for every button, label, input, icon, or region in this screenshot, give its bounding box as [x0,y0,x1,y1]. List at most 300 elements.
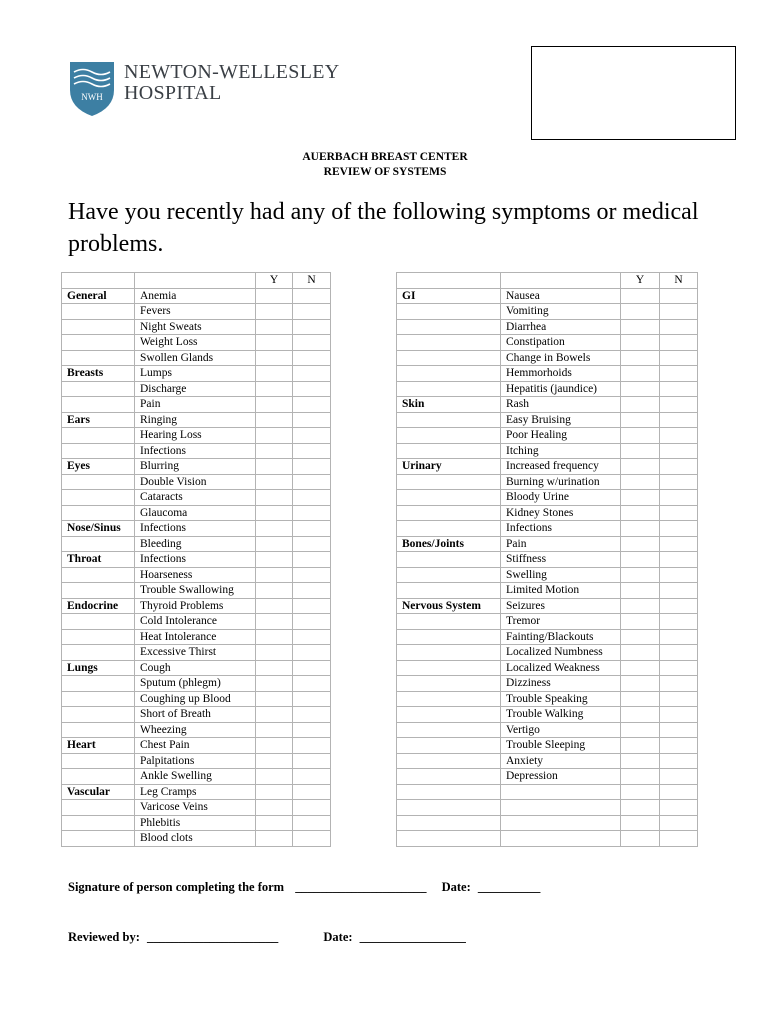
yes-checkbox-cell[interactable] [621,645,660,661]
signature-date-field[interactable]: __________ [477,880,541,894]
table-row [62,815,331,831]
yes-checkbox-cell[interactable] [256,397,293,413]
no-checkbox-cell[interactable] [660,397,698,413]
yes-checkbox-cell[interactable] [621,784,660,800]
symptom-cell: Lumps [135,366,256,382]
table-row [62,428,331,444]
symptom-cell: Heat Intolerance [135,629,256,645]
symptom-cell: Weight Loss [135,335,256,351]
no-checkbox-cell[interactable] [293,412,331,428]
no-checkbox-cell[interactable] [293,521,331,537]
category-cell [397,614,501,630]
symptom-cell [501,800,621,816]
no-checkbox-cell[interactable] [293,381,331,397]
symptom-header-cell [135,273,256,289]
symptom-cell: Hepatitis (jaundice) [501,381,621,397]
category-cell: GI [397,288,501,304]
symptom-cell: Hearing Loss [135,428,256,444]
table-row [62,536,331,552]
yes-checkbox-cell[interactable] [621,598,660,614]
category-cell: Nose/Sinus [62,521,135,537]
no-checkbox-cell[interactable] [293,505,331,521]
category-cell: Lungs [62,660,135,676]
category-header-cell [397,273,501,289]
no-checkbox-cell[interactable] [660,645,698,661]
category-cell [397,567,501,583]
symptom-cell: Burning w/urination [501,474,621,490]
category-cell [62,381,135,397]
table-row [397,521,698,537]
no-checkbox-cell[interactable] [293,738,331,754]
symptom-cell: Diarrhea [501,319,621,335]
table-row [62,598,331,614]
no-checkbox-cell[interactable] [660,769,698,785]
category-cell [62,583,135,599]
no-checkbox-cell[interactable] [293,629,331,645]
symptom-cell: Constipation [501,335,621,351]
symptom-cell: Sputum (phlegm) [135,676,256,692]
yes-checkbox-cell[interactable] [256,815,293,831]
category-cell [62,304,135,320]
no-checkbox-cell[interactable] [660,660,698,676]
yes-checkbox-cell[interactable] [621,567,660,583]
no-checkbox-cell[interactable] [660,459,698,475]
symptom-cell: Varicose Veins [135,800,256,816]
no-checkbox-cell[interactable] [660,707,698,723]
yes-checkbox-cell[interactable] [621,552,660,568]
category-cell: Skin [397,397,501,413]
symptom-cell: Anxiety [501,753,621,769]
table-row [397,769,698,785]
category-cell [397,428,501,444]
yes-checkbox-cell[interactable] [621,536,660,552]
table-row [62,831,331,847]
table-row [397,800,698,816]
no-checkbox-cell[interactable] [293,815,331,831]
yes-checkbox-cell[interactable] [256,552,293,568]
table-row [397,629,698,645]
no-checkbox-cell[interactable] [293,428,331,444]
table-row [397,397,698,413]
no-checkbox-cell[interactable] [660,381,698,397]
no-checkbox-cell[interactable] [293,474,331,490]
table-row [397,319,698,335]
category-cell [62,769,135,785]
yes-checkbox-cell[interactable] [256,428,293,444]
yes-checkbox-cell[interactable] [256,505,293,521]
symptom-cell: Poor Healing [501,428,621,444]
no-checkbox-cell[interactable] [293,288,331,304]
table-row [397,335,698,351]
yes-checkbox-cell[interactable] [621,769,660,785]
no-checkbox-cell[interactable] [660,350,698,366]
no-checkbox-cell[interactable] [293,784,331,800]
category-cell [62,645,135,661]
table-row [397,412,698,428]
yes-checkbox-cell[interactable] [256,660,293,676]
symptom-cell: Phlebitis [135,815,256,831]
yes-checkbox-cell[interactable] [621,629,660,645]
category-cell [62,397,135,413]
yes-checkbox-cell[interactable] [621,288,660,304]
yes-checkbox-cell[interactable] [256,536,293,552]
category-cell [397,645,501,661]
symptom-cell: Localized Numbness [501,645,621,661]
no-checkbox-cell[interactable] [660,614,698,630]
symptom-cell: Vomiting [501,304,621,320]
table-row [397,784,698,800]
yes-checkbox-cell[interactable] [256,800,293,816]
yes-checkbox-cell[interactable] [621,753,660,769]
no-checkbox-cell[interactable] [293,397,331,413]
no-checkbox-cell[interactable] [293,459,331,475]
no-checkbox-cell[interactable] [293,567,331,583]
yes-checkbox-cell[interactable] [621,428,660,444]
category-cell: Nervous System [397,598,501,614]
no-checkbox-cell[interactable] [660,583,698,599]
no-checkbox-cell[interactable] [660,536,698,552]
table-row [397,536,698,552]
no-checkbox-cell[interactable] [660,552,698,568]
yes-checkbox-cell[interactable] [621,722,660,738]
yes-checkbox-cell[interactable] [621,691,660,707]
no-checkbox-cell[interactable] [660,753,698,769]
symptom-cell: Nausea [501,288,621,304]
symptom-cell: Kidney Stones [501,505,621,521]
table-row [397,474,698,490]
yes-checkbox-cell[interactable] [256,738,293,754]
table-row [62,521,331,537]
yes-checkbox-cell[interactable] [256,769,293,785]
yes-checkbox-cell[interactable] [256,707,293,723]
no-checkbox-cell[interactable] [660,319,698,335]
center-name: AUERBACH BREAST CENTER [302,151,468,163]
nwh-shield-icon [68,60,116,118]
yes-checkbox-cell[interactable] [256,784,293,800]
symptom-cell: Cataracts [135,490,256,506]
yes-checkbox-cell[interactable] [256,335,293,351]
no-checkbox-cell[interactable] [293,753,331,769]
symptom-cell: Easy Bruising [501,412,621,428]
yes-checkbox-cell[interactable] [256,831,293,847]
no-column-header: N [660,273,698,289]
symptom-cell: Ankle Swelling [135,769,256,785]
no-checkbox-cell[interactable] [660,490,698,506]
no-checkbox-cell[interactable] [293,304,331,320]
no-checkbox-cell[interactable] [660,676,698,692]
category-cell: Heart [62,738,135,754]
no-checkbox-cell[interactable] [293,598,331,614]
category-cell [62,428,135,444]
table-row [62,676,331,692]
symptom-cell: Vertigo [501,722,621,738]
no-checkbox-cell[interactable] [293,319,331,335]
yes-checkbox-cell[interactable] [621,459,660,475]
yes-checkbox-cell[interactable] [621,490,660,506]
no-checkbox-cell[interactable] [293,831,331,847]
table-row [397,443,698,459]
symptom-cell: Fevers [135,304,256,320]
category-cell [62,800,135,816]
yes-checkbox-cell[interactable] [256,629,293,645]
yes-checkbox-cell[interactable] [256,583,293,599]
logo-line-1: NEWTON-WELLESLEY [124,61,340,83]
signature-field[interactable]: _____________________ [295,880,427,894]
no-checkbox-cell[interactable] [293,490,331,506]
category-cell [62,567,135,583]
patient-label-box [531,46,736,140]
no-checkbox-cell[interactable] [660,521,698,537]
table-row [62,800,331,816]
table-row [62,288,331,304]
yes-checkbox-cell[interactable] [256,366,293,382]
no-checkbox-cell[interactable] [660,815,698,831]
symptom-cell: Swollen Glands [135,350,256,366]
yes-checkbox-cell[interactable] [256,691,293,707]
symptom-cell: Thyroid Problems [135,598,256,614]
no-checkbox-cell[interactable] [660,629,698,645]
table-row [397,831,698,847]
yes-checkbox-cell[interactable] [621,443,660,459]
category-cell [397,738,501,754]
table-row [397,691,698,707]
yes-checkbox-cell[interactable] [621,350,660,366]
symptom-cell: Wheezing [135,722,256,738]
table-row [397,815,698,831]
yes-checkbox-cell[interactable] [256,319,293,335]
no-checkbox-cell[interactable] [293,614,331,630]
yes-checkbox-cell[interactable] [256,490,293,506]
table-row [62,350,331,366]
no-checkbox-cell[interactable] [293,645,331,661]
category-cell [397,350,501,366]
no-checkbox-cell[interactable] [293,583,331,599]
no-checkbox-cell[interactable] [660,722,698,738]
table-row [397,707,698,723]
no-checkbox-cell[interactable] [293,660,331,676]
category-cell [397,815,501,831]
yes-checkbox-cell[interactable] [621,319,660,335]
no-checkbox-cell[interactable] [660,691,698,707]
yes-checkbox-cell[interactable] [621,412,660,428]
table-row [62,397,331,413]
no-checkbox-cell[interactable] [660,831,698,847]
yes-checkbox-cell[interactable] [256,521,293,537]
table-row [62,412,331,428]
symptom-cell: Short of Breath [135,707,256,723]
table-row [397,505,698,521]
no-checkbox-cell[interactable] [660,304,698,320]
table-row [62,319,331,335]
yes-checkbox-cell[interactable] [621,583,660,599]
yes-checkbox-cell[interactable] [621,474,660,490]
no-checkbox-cell[interactable] [293,691,331,707]
yes-checkbox-cell[interactable] [256,753,293,769]
yes-checkbox-cell[interactable] [621,505,660,521]
yes-checkbox-cell[interactable] [256,614,293,630]
no-checkbox-cell[interactable] [293,707,331,723]
table-row [62,722,331,738]
yes-checkbox-cell[interactable] [256,304,293,320]
yes-checkbox-cell[interactable] [256,443,293,459]
table-row [62,660,331,676]
table-row [62,443,331,459]
no-checkbox-cell[interactable] [660,598,698,614]
category-cell [62,691,135,707]
table-row [397,459,698,475]
no-checkbox-cell[interactable] [660,366,698,382]
yes-checkbox-cell[interactable] [256,474,293,490]
no-checkbox-cell[interactable] [660,505,698,521]
no-checkbox-cell[interactable] [293,676,331,692]
category-cell [62,536,135,552]
yes-checkbox-cell[interactable] [256,676,293,692]
yes-checkbox-cell[interactable] [621,815,660,831]
symptom-cell: Bleeding [135,536,256,552]
category-cell [62,676,135,692]
reviewed-line [68,930,466,945]
no-checkbox-cell[interactable] [293,552,331,568]
category-cell [397,629,501,645]
no-checkbox-cell[interactable] [660,738,698,754]
no-checkbox-cell[interactable] [660,428,698,444]
no-checkbox-cell[interactable] [660,474,698,490]
category-cell [397,552,501,568]
yes-checkbox-cell[interactable] [621,660,660,676]
category-cell [397,769,501,785]
no-checkbox-cell[interactable] [293,800,331,816]
yes-checkbox-cell[interactable] [256,412,293,428]
table-row [62,784,331,800]
no-checkbox-cell[interactable] [293,366,331,382]
form-title: REVIEW OF SYSTEMS [323,166,447,178]
yes-checkbox-cell[interactable] [256,459,293,475]
yes-checkbox-cell[interactable] [256,645,293,661]
yes-checkbox-cell[interactable] [621,304,660,320]
reviewed-field[interactable]: _____________________ [147,930,279,944]
category-cell [62,614,135,630]
symptom-cell: Trouble Speaking [501,691,621,707]
no-checkbox-cell[interactable] [660,412,698,428]
symptom-cell: Ringing [135,412,256,428]
no-checkbox-cell[interactable] [660,800,698,816]
yes-checkbox-cell[interactable] [621,738,660,754]
symptom-cell: Rash [501,397,621,413]
yes-checkbox-cell[interactable] [621,397,660,413]
no-checkbox-cell[interactable] [660,567,698,583]
category-header-cell [62,273,135,289]
symptom-cell: Increased frequency [501,459,621,475]
yes-checkbox-cell[interactable] [621,614,660,630]
symptom-cell: Cold Intolerance [135,614,256,630]
no-checkbox-cell[interactable] [660,288,698,304]
signature-line [68,880,540,895]
table-row [397,614,698,630]
category-cell [62,815,135,831]
category-cell [397,381,501,397]
no-checkbox-cell[interactable] [293,722,331,738]
table-row [397,381,698,397]
yes-checkbox-cell[interactable] [621,800,660,816]
yes-checkbox-cell[interactable] [621,707,660,723]
category-cell [62,350,135,366]
logo-line-2: HOSPITAL [124,82,222,104]
table-row [397,304,698,320]
table-row [62,567,331,583]
table-row [397,567,698,583]
category-cell: Bones/Joints [397,536,501,552]
yes-checkbox-cell[interactable] [256,722,293,738]
symptom-cell: Change in Bowels [501,350,621,366]
shield-text: NWH [81,92,103,102]
yes-checkbox-cell[interactable] [256,288,293,304]
yes-checkbox-cell[interactable] [256,350,293,366]
category-cell [397,676,501,692]
logo-wordmark [124,62,339,104]
category-cell: Urinary [397,459,501,475]
category-cell: Endocrine [62,598,135,614]
category-cell [397,490,501,506]
category-cell: Breasts [62,366,135,382]
symptom-cell: Double Vision [135,474,256,490]
table-row [397,350,698,366]
no-checkbox-cell[interactable] [660,443,698,459]
yes-checkbox-cell[interactable] [621,521,660,537]
category-cell [397,443,501,459]
category-cell [397,753,501,769]
category-cell: Throat [62,552,135,568]
table-row [62,381,331,397]
no-checkbox-cell[interactable] [660,335,698,351]
category-cell: Vascular [62,784,135,800]
category-cell [62,474,135,490]
symptom-cell: Chest Pain [135,738,256,754]
symptom-cell: Glaucoma [135,505,256,521]
table-row [62,552,331,568]
yes-checkbox-cell[interactable] [621,335,660,351]
symptom-cell [501,831,621,847]
yes-checkbox-cell[interactable] [256,567,293,583]
yes-checkbox-cell[interactable] [256,381,293,397]
table-row [62,583,331,599]
yes-checkbox-cell[interactable] [621,381,660,397]
symptom-cell: Infections [135,443,256,459]
no-checkbox-cell[interactable] [293,536,331,552]
form-header [0,150,770,180]
left-symptom-table [61,272,331,847]
no-checkbox-cell[interactable] [293,335,331,351]
no-checkbox-cell[interactable] [293,443,331,459]
signature-date-label: Date: [441,880,471,894]
table-row [397,753,698,769]
no-checkbox-cell[interactable] [293,350,331,366]
no-checkbox-cell[interactable] [660,784,698,800]
yes-checkbox-cell[interactable] [256,598,293,614]
category-cell [397,474,501,490]
table-row [62,707,331,723]
yes-checkbox-cell[interactable] [621,676,660,692]
yes-checkbox-cell[interactable] [621,831,660,847]
yes-checkbox-cell[interactable] [621,366,660,382]
symptom-cell: Excessive Thirst [135,645,256,661]
no-checkbox-cell[interactable] [293,769,331,785]
no-column-header: N [293,273,331,289]
category-cell [397,722,501,738]
reviewed-date-field[interactable]: _________________ [359,930,466,944]
category-cell [397,831,501,847]
table-row [397,645,698,661]
symptom-cell [501,815,621,831]
